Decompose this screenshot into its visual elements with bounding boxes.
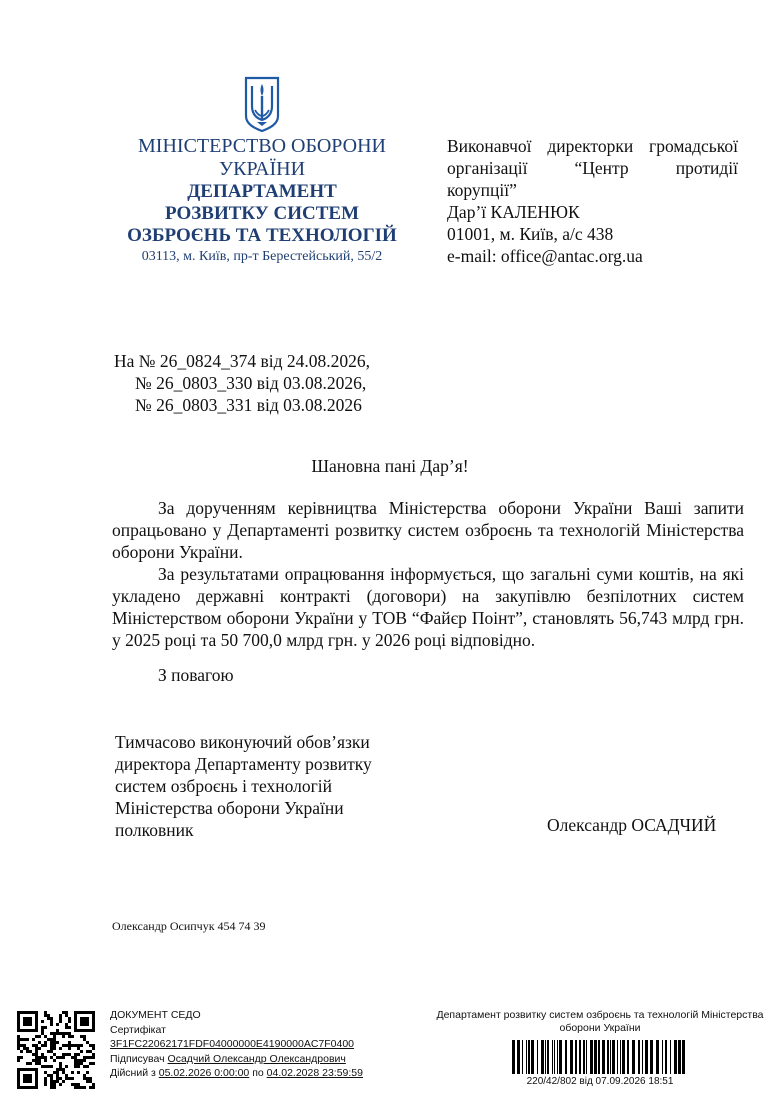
body-paragraph: За дорученням керівництва Міністерства оборони України Ваші запити опрацьовано у Департаменті розвитку систем озброєнь та технологій Міністерства оборони України. — [112, 498, 744, 562]
addressee-line: організації “Центр протидії — [447, 158, 738, 178]
trident-icon — [242, 76, 282, 132]
body-paragraph: За результатами опрацювання інформується, що загальні суми коштів, на які укладено державні контракті (договори) на закупівлю безпілотних систем Міністерством оборони України у ТОВ “Файєр Поінт”, становлять 56,743 млрд грн. у 2025 році та 50 700,0 млрд грн. у 2026 році відповідно. — [112, 564, 744, 650]
addressee-email: e-mail: office@antac.org.ua — [447, 246, 643, 266]
ministry-line: УКРАЇНИ — [218, 158, 306, 180]
signer-value: Осадчий Олександр Олександрович — [167, 1052, 346, 1065]
letter-body — [112, 497, 744, 651]
signatory-rank: полковник — [115, 820, 194, 840]
signatory-line: директора Департаменту розвитку — [115, 754, 372, 774]
valid-to: 04.02.2028 23:59:59 — [266, 1067, 363, 1079]
addressee-line: 01001, м. Київ, а/с 438 — [447, 224, 614, 244]
sedo-title: ДОКУМЕНТ СЕДО — [110, 1009, 201, 1021]
ministry-line: МІНІСТЕРСТВО ОБОРОНИ — [138, 135, 386, 157]
addressee-line: Дар’ї КАЛЕНЮК — [447, 202, 580, 222]
signatory-title — [115, 731, 372, 841]
signer-row — [110, 1052, 363, 1067]
department-line: РОЗВИТКУ СИСТЕМ — [164, 203, 360, 224]
executor-contact: Олександр Осипчук 454 74 39 — [112, 919, 266, 933]
validity-row — [110, 1066, 363, 1081]
department-address: 03113, м. Київ, пр-т Берестейський, 55/2 — [141, 249, 383, 264]
valid-from: 05.02.2026 0:00:00 — [158, 1067, 250, 1079]
department-line: ОЗБРОЄНЬ ТА ТЕХНОЛОГІЙ — [127, 225, 397, 246]
department-name — [112, 181, 412, 247]
registration-number: 220/42/802 від 07.09.2026 18:51 — [526, 1076, 674, 1087]
valid-mid: по — [252, 1067, 264, 1079]
ministry-name — [112, 135, 412, 181]
reference-block — [114, 350, 370, 416]
registration-department: Департамент розвитку систем озброєнь та технологій Міністерства оборони України — [436, 1009, 764, 1034]
closing: З повагою — [158, 665, 234, 685]
addressee-block — [447, 135, 738, 267]
signatory-line: Міністерства оборони України — [115, 798, 344, 818]
qr-code-icon — [17, 1011, 95, 1089]
reference-line: На № 26_0824_374 від 24.08.2026, — [114, 351, 371, 371]
addressee-line: Виконавчої директорки громадської — [447, 136, 738, 156]
greeting: Шановна пані Дар’я! — [311, 456, 469, 476]
signatory-name: Олександр ОСАДЧИЙ — [547, 815, 717, 835]
department-line: ДЕПАРТАМЕНТ — [187, 181, 337, 202]
reference-line: № 26_0803_331 від 03.08.2026 — [135, 395, 362, 415]
certificate-label: Сертифікат — [110, 1023, 166, 1036]
certificate-value: 3F1FC22062171FDF04000000E4190000AC7F0400 — [110, 1038, 355, 1050]
barcode-icon — [512, 1040, 688, 1074]
addressee-line: корупції” — [447, 180, 517, 200]
signer-label: Підписувач — [110, 1052, 165, 1065]
signatory-line: систем озброєнь і технологій — [115, 776, 333, 796]
signatory-line: Тимчасово виконуючий обов’язки — [115, 732, 370, 752]
valid-label: Дійсний з — [110, 1067, 156, 1079]
sedo-stamp — [110, 1008, 363, 1081]
reference-line: № 26_0803_330 від 03.08.2026, — [135, 373, 367, 393]
